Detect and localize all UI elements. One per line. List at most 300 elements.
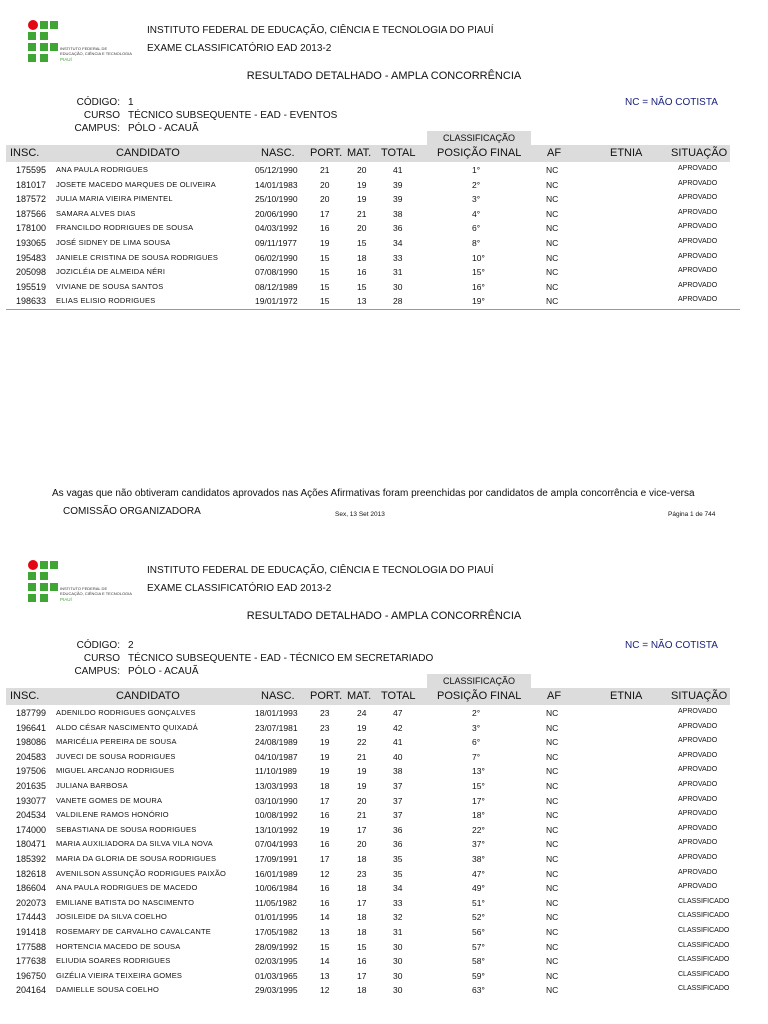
table-row [6, 837, 730, 852]
campus-value: PÓLO - ACAUÃ [128, 123, 199, 134]
cell-candidato: ANA PAULA RODRIGUES [56, 165, 149, 174]
cell-port: 19 [320, 751, 330, 762]
cell-port: 20 [320, 194, 330, 205]
result-title: RESULTADO DETALHADO - AMPLA CONCORRÊNCIA [246, 70, 522, 82]
classificacao-header: CLASSIFICAÇÃO [427, 674, 531, 688]
cell-mat: 19 [357, 722, 367, 733]
cell-mat: 19 [357, 179, 367, 190]
curso-label: CURSO [83, 653, 120, 664]
cell-nasc: 11/05/1982 [255, 897, 297, 908]
cell-nasc: 04/03/1992 [255, 223, 298, 234]
cell-posicao: 22° [472, 824, 485, 835]
table-row [6, 910, 730, 925]
cell-mat: 21 [357, 751, 367, 762]
cell-posicao: 2° [472, 179, 481, 190]
col-port: PORT. [310, 690, 343, 702]
cell-situacao: APROVADO [678, 296, 718, 304]
logo-line-3: PIAUÍ [60, 57, 72, 62]
table-row [6, 178, 730, 193]
cell-total: 39 [393, 194, 403, 205]
cell-nasc: 03/10/1990 [255, 795, 298, 806]
cell-insc: 181017 [16, 179, 47, 190]
cell-total: 41 [393, 737, 403, 748]
print-date: Sex, 13 Set 2013 [335, 511, 385, 518]
cell-insc: 187572 [16, 194, 47, 205]
cell-af: NC [546, 751, 559, 762]
cell-posicao: 63° [472, 985, 485, 996]
col-etnia: ETNIA [610, 147, 643, 159]
cell-nasc: 17/05/1982 [255, 926, 298, 937]
cell-af: NC [546, 824, 559, 835]
cell-nasc: 29/03/1995 [255, 985, 298, 996]
cell-port: 19 [320, 237, 330, 248]
cell-posicao: 15° [472, 267, 485, 278]
cell-situacao: APROVADO [678, 223, 718, 231]
codigo-label: CÓDIGO: [76, 640, 120, 651]
cell-insc: 204534 [16, 810, 47, 821]
cell-total: 37 [393, 795, 403, 806]
cell-total: 30 [393, 941, 403, 952]
cell-port: 14 [320, 956, 330, 967]
classificacao-header: CLASSIFICAÇÃO [427, 131, 531, 145]
cell-mat: 19 [357, 194, 367, 205]
cell-insc: 180471 [16, 839, 47, 850]
cell-candidato: VANETE GOMES DE MOURA [56, 795, 163, 805]
cell-situacao: APROVADO [678, 252, 718, 260]
cell-mat: 18 [357, 985, 367, 996]
cell-mat: 23 [357, 868, 367, 879]
cell-posicao: 3° [472, 194, 481, 205]
cell-situacao: APROVADO [678, 194, 718, 202]
cell-port: 15 [320, 281, 330, 292]
cell-total: 33 [393, 252, 403, 263]
cell-nasc: 07/04/1993 [255, 839, 298, 850]
footer-note: As vagas que não obtiveram candidatos aprovados nas Ações Afirmativas foram preenchidas por candidatos de ampla concorrência e vice-versa [52, 488, 695, 499]
cell-total: 30 [393, 281, 403, 292]
cell-candidato: ROSEMARY DE CARVALHO CAVALCANTE [56, 926, 211, 936]
cell-insc: 204583 [16, 751, 47, 762]
cell-situacao: APROVADO [678, 853, 718, 861]
cell-total: 32 [393, 912, 403, 923]
cell-situacao: APROVADO [678, 179, 718, 187]
cell-af: NC [546, 926, 559, 937]
cell-candidato: AVENILSON ASSUNÇÃO RODRIGUES PAIXÃO [56, 868, 227, 878]
table-row [6, 954, 730, 969]
cell-mat: 20 [357, 795, 367, 806]
table-row [6, 779, 730, 794]
cell-af: NC [546, 810, 559, 821]
cell-af: NC [546, 708, 559, 718]
cell-candidato: MARIA DA GLORIA DE SOUSA RODRIGUES [56, 853, 217, 863]
cell-total: 28 [393, 296, 403, 307]
cell-insc: 177638 [16, 956, 47, 967]
cell-total: 34 [393, 883, 403, 894]
cell-nasc: 13/03/1993 [255, 780, 298, 791]
cell-insc: 197506 [16, 766, 47, 777]
cell-nasc: 09/11/1977 [255, 237, 297, 248]
cell-insc: 204164 [16, 985, 47, 996]
cell-nasc: 16/01/1989 [255, 868, 298, 879]
cell-posicao: 56° [472, 926, 485, 937]
cell-posicao: 8° [472, 237, 481, 248]
table-row [6, 881, 730, 896]
table-row [6, 265, 730, 280]
cell-posicao: 6° [472, 223, 481, 234]
cell-candidato: HORTENCIA MACEDO DE SOUSA [56, 941, 181, 951]
cell-insc: 191418 [16, 926, 47, 937]
cell-port: 15 [320, 267, 330, 278]
cell-nasc: 17/09/1991 [255, 853, 298, 864]
cell-candidato: JOZICLÉIA DE ALMEIDA NÉRI [56, 267, 166, 277]
col-port: PORT. [310, 147, 343, 159]
cell-mat: 20 [357, 839, 367, 850]
cell-situacao: APROVADO [678, 267, 718, 275]
cell-candidato: ANA PAULA RODRIGUES DE MACEDO [56, 883, 198, 893]
table-row [6, 280, 730, 295]
cell-posicao: 52° [472, 912, 485, 923]
campus-value: PÓLO - ACAUÃ [128, 666, 199, 677]
ifpi-logo-icon [27, 560, 137, 606]
table-row [6, 969, 730, 984]
cell-af: NC [546, 179, 559, 190]
codigo-label: CÓDIGO: [76, 97, 120, 108]
logo-line-2: EDUCAÇÃO, CIÊNCIA E TECNOLOGIA [60, 591, 132, 596]
cell-af: NC [546, 956, 559, 967]
col-af: AF [547, 147, 562, 159]
cell-candidato: VALDILENE RAMOS HONÓRIO [56, 810, 169, 820]
table-row [6, 163, 730, 178]
cell-port: 13 [320, 970, 330, 981]
cell-insc: 195519 [16, 281, 47, 292]
cell-mat: 13 [357, 296, 367, 307]
cell-af: NC [546, 165, 559, 175]
cell-candidato: MARICÉLIA PEREIRA DE SOUSA [56, 737, 177, 747]
table-divider [6, 309, 740, 310]
cell-candidato: MARIA AUXILIADORA DA SILVA VILA NOVA [56, 839, 213, 849]
cell-insc: 186604 [16, 883, 47, 894]
cell-situacao: APROVADO [678, 780, 718, 788]
col-total: TOTAL [381, 690, 416, 702]
exam-name: EXAME CLASSIFICATÓRIO EAD 2013-2 [147, 43, 332, 54]
cell-situacao: CLASSIFICADO [678, 956, 730, 964]
cell-port: 19 [320, 737, 330, 748]
cell-insc: 201635 [16, 780, 47, 791]
cell-nasc: 24/08/1989 [255, 737, 298, 748]
cell-candidato: DAMIELLE SOUSA COELHO [56, 985, 159, 995]
cell-situacao: APROVADO [678, 237, 718, 245]
table-row [6, 750, 730, 765]
cell-insc: 205098 [16, 267, 47, 278]
cell-af: NC [546, 912, 559, 923]
cell-port: 16 [320, 897, 330, 908]
cell-posicao: 18° [472, 810, 485, 821]
result-title: RESULTADO DETALHADO - AMPLA CONCORRÊNCIA [246, 610, 522, 622]
cell-insc: 177588 [16, 941, 47, 952]
cell-af: NC [546, 267, 559, 278]
cell-af: NC [546, 795, 559, 806]
institution-name: INSTITUTO FEDERAL DE EDUCAÇÃO, CIÊNCIA E TECNOLOGIA DO PIAUÍ [147, 565, 494, 576]
cell-port: 15 [320, 252, 330, 263]
cell-insc: 185392 [16, 853, 47, 864]
cell-candidato: GIZÉLIA VIEIRA TEIXEIRA GOMES [56, 970, 183, 980]
cell-posicao: 1° [472, 165, 481, 175]
table-row [6, 221, 730, 236]
col-situacao: SITUAÇÃO [671, 690, 728, 702]
cell-insc: 175595 [16, 165, 47, 175]
cell-candidato: JUVECI DE SOUSA RODRIGUES [56, 751, 176, 761]
cell-posicao: 3° [472, 722, 481, 733]
cell-port: 16 [320, 223, 330, 234]
cell-mat: 15 [357, 237, 367, 248]
col-af: AF [547, 690, 562, 702]
cell-port: 19 [320, 766, 330, 777]
cell-nasc: 18/01/1993 [255, 708, 298, 718]
cell-af: NC [546, 194, 559, 205]
cell-insc: 174000 [16, 824, 47, 835]
cell-mat: 18 [357, 883, 367, 894]
cell-insc: 193065 [16, 237, 47, 248]
cell-situacao: APROVADO [678, 722, 718, 730]
cell-af: NC [546, 883, 559, 894]
cell-total: 34 [393, 237, 403, 248]
table-row [6, 808, 730, 823]
cell-af: NC [546, 868, 559, 879]
cell-nasc: 23/07/1981 [255, 722, 298, 733]
table-header [6, 688, 730, 705]
cell-nasc: 04/10/1987 [255, 751, 298, 762]
cell-total: 39 [393, 179, 403, 190]
cell-af: NC [546, 281, 559, 292]
cell-af: NC [546, 853, 559, 864]
cell-candidato: JOSILEIDE DA SILVA COELHO [56, 912, 168, 922]
cell-total: 47 [393, 708, 403, 718]
cell-situacao: CLASSIFICADO [678, 897, 730, 905]
table-row [6, 896, 730, 911]
curso-value: TÉCNICO SUBSEQUENTE - EAD - EVENTOS [128, 110, 338, 121]
col-nasc: NASC. [261, 147, 295, 159]
cell-nasc: 10/06/1984 [255, 883, 298, 894]
cell-nasc: 08/12/1989 [255, 281, 298, 292]
cell-situacao: APROVADO [678, 208, 718, 216]
cell-nasc: 28/09/1992 [255, 941, 298, 952]
cell-situacao: APROVADO [678, 795, 718, 803]
cell-af: NC [546, 296, 559, 307]
cell-posicao: 7° [472, 751, 481, 762]
col-total: TOTAL [381, 147, 416, 159]
cell-candidato: ELIAS ELISIO RODRIGUES [56, 296, 156, 306]
cell-nasc: 19/01/1972 [255, 296, 298, 307]
cell-af: NC [546, 766, 559, 777]
table-header [6, 145, 730, 162]
cell-nasc: 13/10/1992 [255, 824, 298, 835]
curso-value: TÉCNICO SUBSEQUENTE - EAD - TÉCNICO EM SECRETARIADO [128, 653, 434, 664]
col-candidato: CANDIDATO [116, 690, 180, 702]
table-row [6, 207, 730, 222]
cell-mat: 17 [357, 897, 367, 908]
cell-mat: 18 [357, 912, 367, 923]
cell-total: 30 [393, 970, 403, 981]
col-etnia: ETNIA [610, 690, 643, 702]
cell-total: 36 [393, 839, 403, 850]
cell-port: 17 [320, 795, 330, 806]
cell-af: NC [546, 780, 559, 791]
cell-mat: 18 [357, 926, 367, 937]
cell-candidato: SAMARA ALVES DIAS [56, 208, 136, 218]
logo-line-1: INSTITUTO FEDERAL DE [60, 586, 108, 591]
cell-mat: 17 [357, 970, 367, 981]
cell-port: 16 [320, 810, 330, 821]
cell-total: 35 [393, 868, 403, 879]
cell-af: NC [546, 223, 559, 234]
table-row [6, 983, 730, 998]
curso-label: CURSO [83, 110, 120, 121]
cell-posicao: 59° [472, 970, 485, 981]
cell-total: 36 [393, 223, 403, 234]
institution-name: INSTITUTO FEDERAL DE EDUCAÇÃO, CIÊNCIA E TECNOLOGIA DO PIAUÍ [147, 25, 494, 36]
cell-total: 31 [393, 926, 403, 937]
cell-port: 16 [320, 839, 330, 850]
table-row [6, 192, 730, 207]
cell-candidato: ALDO CÉSAR NASCIMENTO QUIXADÁ [56, 722, 198, 732]
cell-mat: 15 [357, 941, 367, 952]
col-insc: INSC. [10, 147, 40, 159]
cell-nasc: 10/08/1992 [255, 810, 298, 821]
cell-candidato: ADENILDO RODRIGUES GONÇALVES [56, 708, 196, 717]
cell-mat: 15 [357, 281, 367, 292]
cell-mat: 19 [357, 766, 367, 777]
cell-af: NC [546, 839, 559, 850]
cell-af: NC [546, 985, 559, 996]
cell-situacao: APROVADO [678, 839, 718, 847]
cell-situacao: APROVADO [678, 883, 718, 891]
cell-mat: 17 [357, 824, 367, 835]
cell-mat: 24 [357, 708, 367, 718]
cell-situacao: APROVADO [678, 737, 718, 745]
cell-port: 19 [320, 824, 330, 835]
cell-mat: 16 [357, 956, 367, 967]
codigo-value: 2 [128, 640, 134, 651]
table-row [6, 764, 730, 779]
cell-candidato: JOSETE MACEDO MARQUES DE OLIVEIRA [56, 179, 216, 189]
cell-total: 37 [393, 780, 403, 791]
cell-total: 35 [393, 853, 403, 864]
cell-af: NC [546, 737, 559, 748]
cell-candidato: JOSÉ SIDNEY DE LIMA SOUSA [56, 237, 171, 247]
cell-nasc: 06/02/1990 [255, 252, 298, 263]
cell-situacao: CLASSIFICADO [678, 985, 730, 993]
campus-label: CAMPUS: [74, 123, 120, 134]
col-situacao: SITUAÇÃO [671, 147, 728, 159]
cell-situacao: APROVADO [678, 824, 718, 832]
cell-port: 20 [320, 179, 330, 190]
logo-line-2: EDUCAÇÃO, CIÊNCIA E TECNOLOGIA [60, 51, 132, 56]
cell-insc: 187566 [16, 208, 47, 219]
col-mat: MAT. [347, 147, 372, 159]
exam-name: EXAME CLASSIFICATÓRIO EAD 2013-2 [147, 583, 332, 594]
cell-situacao: CLASSIFICADO [678, 941, 730, 949]
cell-nasc: 02/03/1995 [255, 956, 298, 967]
cell-insc: 198086 [16, 737, 47, 748]
cell-total: 30 [393, 985, 403, 996]
cell-nasc: 20/06/1990 [255, 208, 298, 219]
cell-port: 18 [320, 780, 330, 791]
cell-situacao: APROVADO [678, 708, 718, 715]
cell-total: 40 [393, 751, 403, 762]
campus-label: CAMPUS: [74, 666, 120, 677]
table-row [6, 251, 730, 266]
col-candidato: CANDIDATO [116, 147, 180, 159]
cell-candidato: MIGUEL ARCANJO RODRIGUES [56, 766, 175, 776]
cell-total: 33 [393, 897, 403, 908]
cell-posicao: 13° [472, 766, 485, 777]
cell-posicao: 47° [472, 868, 485, 879]
cell-port: 21 [320, 165, 330, 175]
cell-total: 31 [393, 267, 403, 278]
cell-nasc: 11/10/1989 [255, 766, 297, 777]
cell-posicao: 49° [472, 883, 485, 894]
cell-port: 17 [320, 853, 330, 864]
col-mat: MAT. [347, 690, 372, 702]
cell-nasc: 25/10/1990 [255, 194, 298, 205]
cell-situacao: APROVADO [678, 766, 718, 774]
cell-situacao: CLASSIFICADO [678, 926, 730, 934]
cell-af: NC [546, 941, 559, 952]
col-insc: INSC. [10, 690, 40, 702]
cell-situacao: APROVADO [678, 165, 718, 172]
cell-mat: 18 [357, 252, 367, 263]
cell-candidato: ELIUDIA SOARES RODRIGUES [56, 956, 171, 966]
cell-insc: 193077 [16, 795, 47, 806]
cell-insc: 196641 [16, 722, 47, 733]
cell-af: NC [546, 208, 559, 219]
cell-total: 30 [393, 956, 403, 967]
cell-candidato: JULIANA BARBOSA [56, 780, 128, 790]
col-posicao: POSIÇÃO FINAL [437, 147, 522, 159]
logo-line-3: PIAUÍ [60, 597, 72, 602]
cell-mat: 16 [357, 267, 367, 278]
cell-insc: 178100 [16, 223, 47, 234]
cell-candidato: SEBASTIANA DE SOUSA RODRIGUES [56, 824, 197, 834]
cell-posicao: 38° [472, 853, 485, 864]
logo-line-1: INSTITUTO FEDERAL DE [60, 46, 108, 51]
cell-posicao: 4° [472, 208, 481, 219]
cell-posicao: 19° [472, 296, 485, 307]
cell-mat: 20 [357, 165, 367, 175]
cell-candidato: FRANCILDO RODRIGUES DE SOUSA [56, 223, 194, 233]
comissao-organizadora: COMISSÃO ORGANIZADORA [63, 506, 201, 517]
cell-situacao: APROVADO [678, 751, 718, 759]
cell-candidato: JANIELE CRISTINA DE SOUSA RODRIGUES [56, 252, 219, 262]
table-row [6, 721, 730, 736]
table-row [6, 706, 730, 721]
cell-posicao: 17° [472, 795, 485, 806]
cell-insc: 174443 [16, 912, 47, 923]
cell-nasc: 07/08/1990 [255, 267, 298, 278]
cell-nasc: 05/12/1990 [255, 165, 298, 175]
codigo-value: 1 [128, 97, 134, 108]
table-row [6, 236, 730, 251]
cell-insc: 187799 [16, 708, 47, 718]
table-row [6, 852, 730, 867]
cell-mat: 21 [357, 208, 367, 219]
cell-situacao: APROVADO [678, 281, 718, 289]
cell-port: 15 [320, 296, 330, 307]
cell-total: 38 [393, 766, 403, 777]
cell-situacao: CLASSIFICADO [678, 970, 730, 978]
cell-total: 36 [393, 824, 403, 835]
cell-situacao: APROVADO [678, 868, 718, 876]
table-row [6, 867, 730, 882]
